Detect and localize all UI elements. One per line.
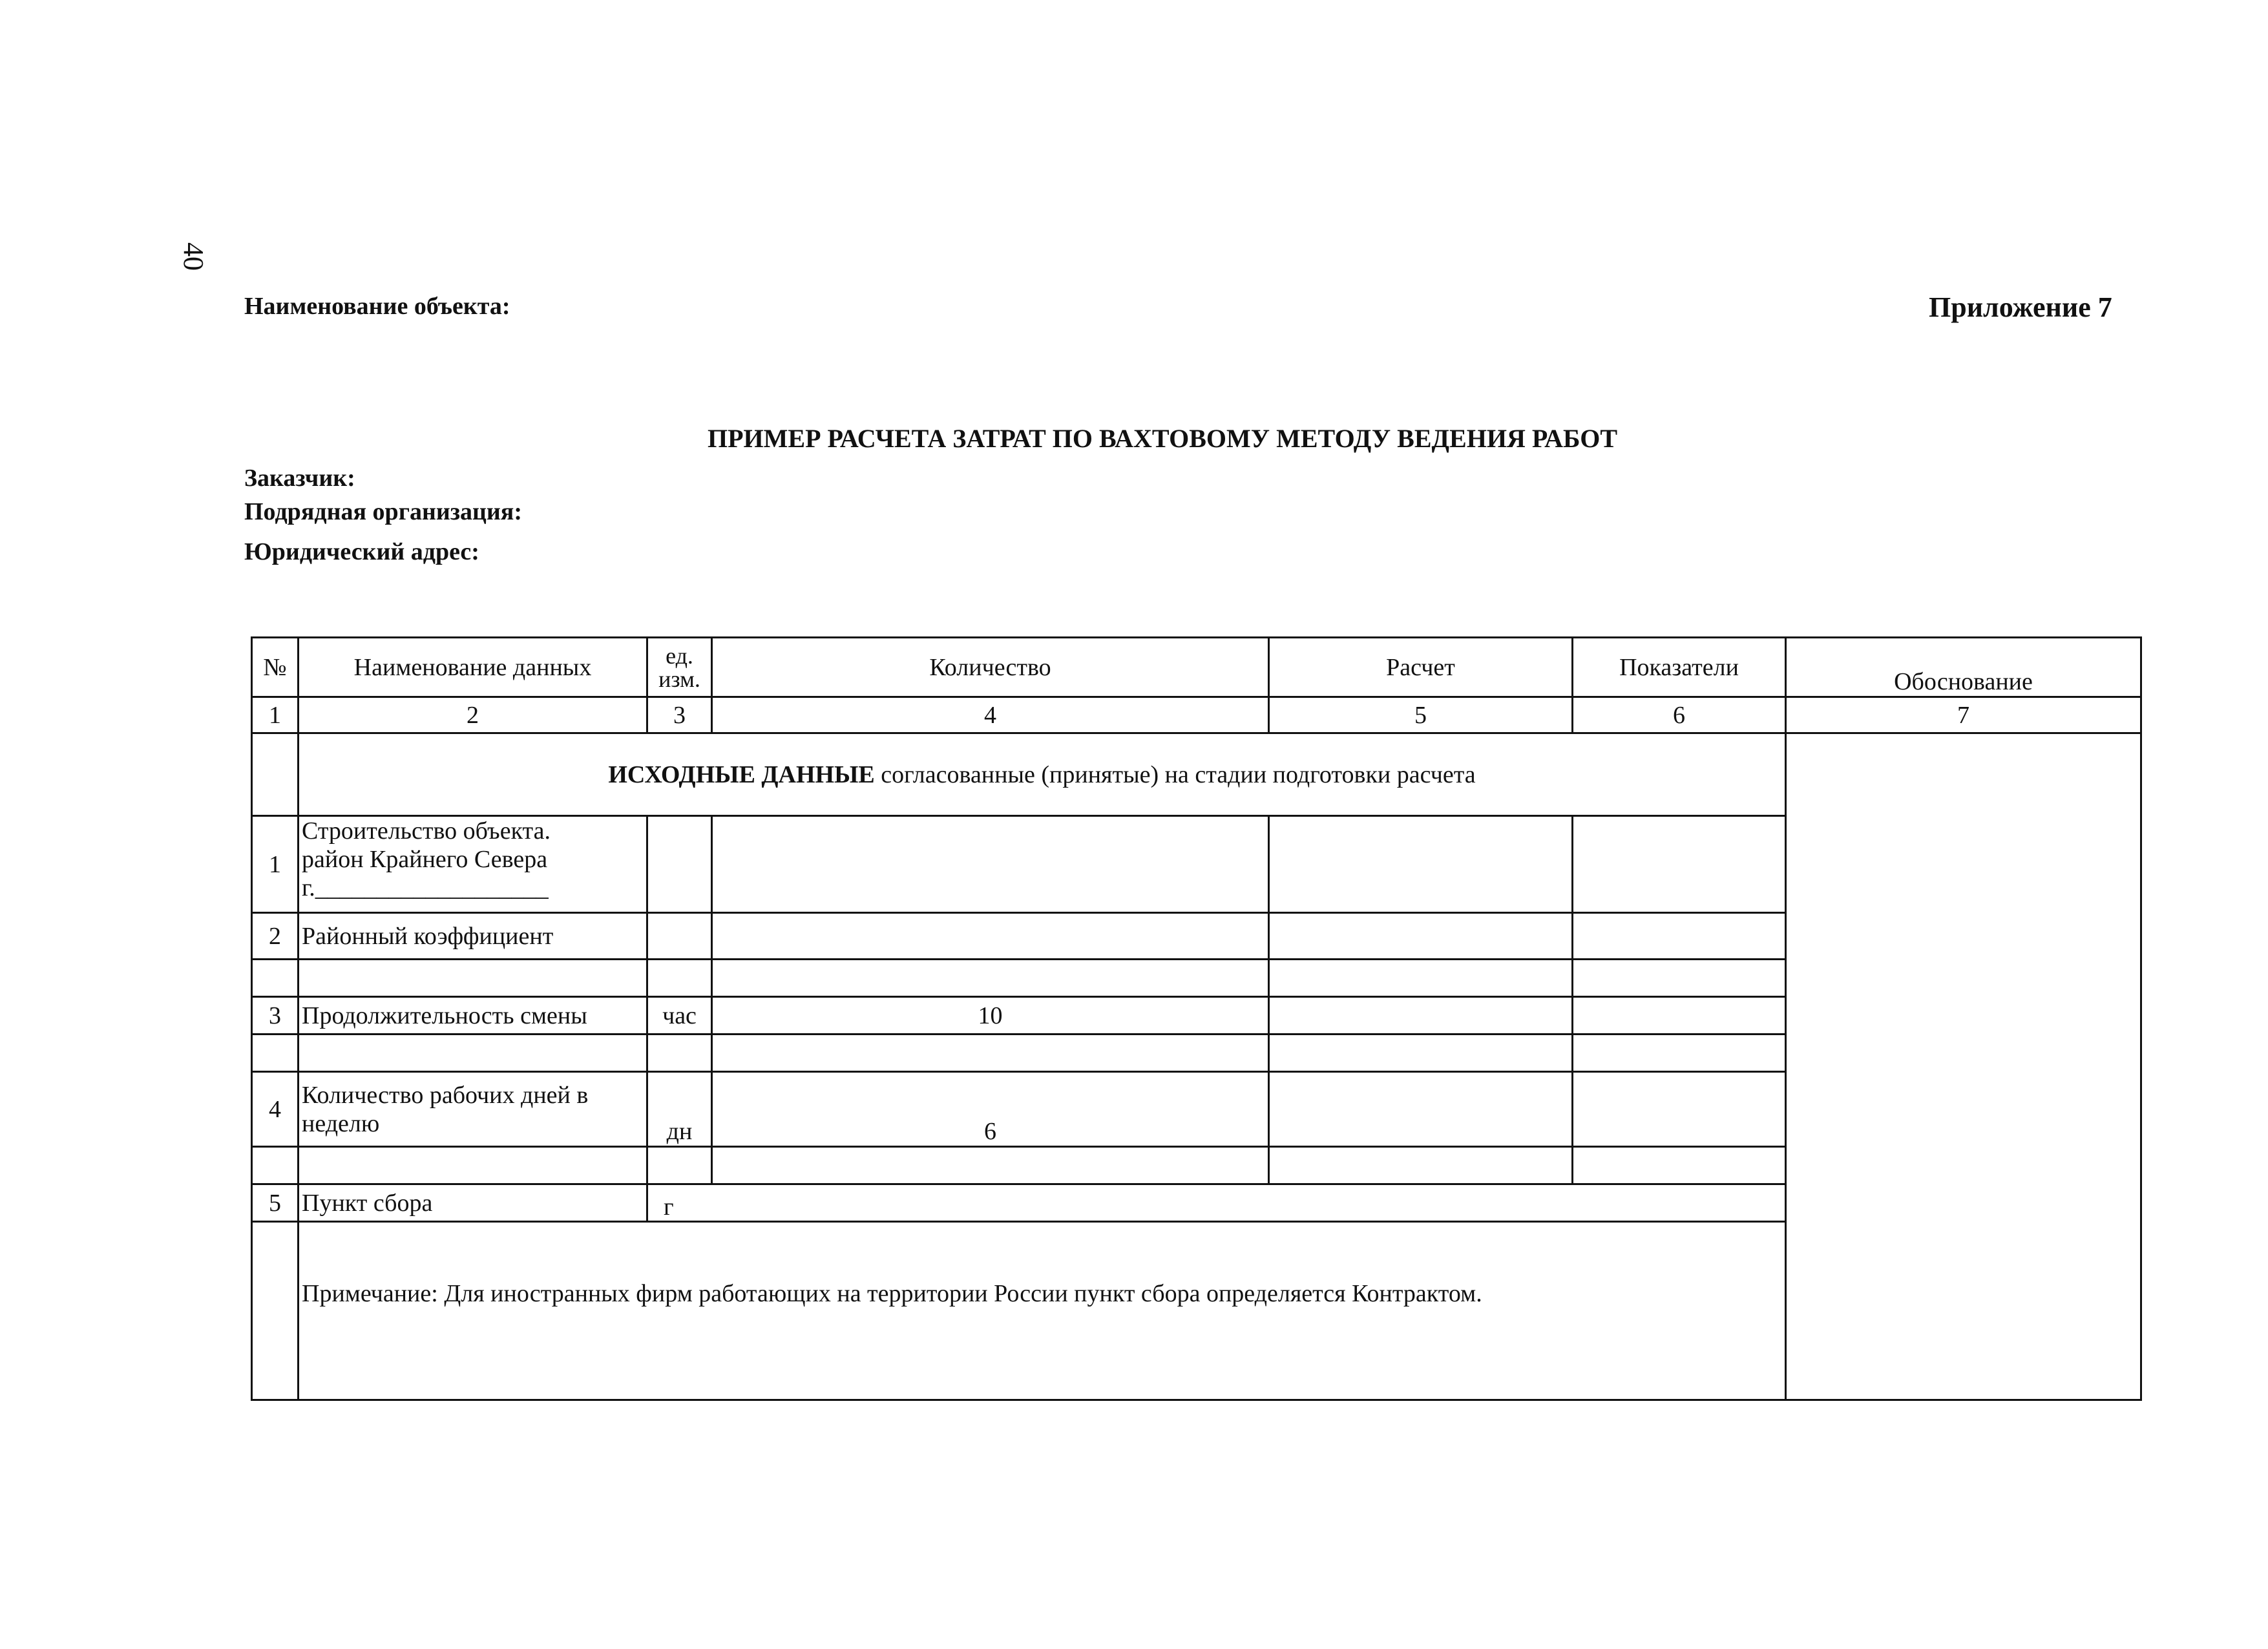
- object-name-label: Наименование объекта:: [244, 293, 510, 320]
- header-unit: ед. изм.: [647, 638, 712, 697]
- colnum-1: 1: [252, 697, 299, 733]
- legal-address-label: Юридический адрес:: [244, 538, 479, 565]
- row-num: 1: [252, 816, 299, 913]
- document-title: ПРИМЕР РАСЧЕТА ЗАТРАТ ПО ВАХТОВОМУ МЕТОДУ ВЕДЕНИЯ РАБОТ: [708, 424, 1618, 453]
- section-title: [299, 733, 1786, 816]
- header-indicators: Показатели: [1573, 638, 1786, 697]
- cost-table: [251, 636, 2142, 1401]
- section-title-rest: согласованные (принятые) на стадии подготовки расчета: [874, 761, 1476, 788]
- colnum-2: 2: [299, 697, 647, 733]
- section-row: [252, 733, 2141, 816]
- contractor-label: Подрядная организация:: [244, 498, 523, 525]
- row-num: 4: [252, 1072, 299, 1147]
- colnum-3: 3: [647, 697, 712, 733]
- row-num: 5: [252, 1184, 299, 1222]
- table-header-row: [252, 638, 2141, 697]
- row-name: Продолжительность смены: [299, 997, 647, 1035]
- header-calc: Расчет: [1269, 638, 1573, 697]
- header-qty: Количество: [712, 638, 1269, 697]
- header-num: №: [252, 638, 299, 697]
- row-qty: 6: [712, 1072, 1269, 1147]
- colnum-7: 7: [1786, 697, 2141, 733]
- row-qty: 10: [712, 997, 1269, 1035]
- colnum-4: 4: [712, 697, 1269, 733]
- row-unit: час: [647, 997, 712, 1035]
- note-text: Примечание: Для иностранных фирм работающих на территории России пункт сбора определяется Контрактом.: [299, 1222, 1786, 1400]
- page-number: 40: [178, 242, 209, 271]
- column-number-row: [252, 697, 2141, 733]
- row-num: 2: [252, 913, 299, 960]
- row-unit: дн: [647, 1072, 712, 1147]
- row-name: Количество рабочих дней в неделю: [299, 1072, 647, 1147]
- justification-cell: [1786, 733, 2141, 1400]
- row-extra: г: [647, 1184, 1786, 1222]
- row-name: Районный коэффициент: [299, 913, 647, 960]
- header-justification: Обоснование: [1786, 638, 2141, 697]
- row-name: Строительство объекта. район Крайнего Севера г.___________________: [299, 816, 647, 913]
- colnum-6: 6: [1573, 697, 1786, 733]
- colnum-5: 5: [1269, 697, 1573, 733]
- customer-label: Заказчик:: [244, 465, 355, 492]
- section-title-bold: ИСХОДНЫЕ ДАННЫЕ: [608, 761, 875, 788]
- row-num: 3: [252, 997, 299, 1035]
- appendix-label: Приложение 7: [1929, 291, 2112, 323]
- header-name: Наименование данных: [299, 638, 647, 697]
- row-name: Пункт сбора: [299, 1184, 647, 1222]
